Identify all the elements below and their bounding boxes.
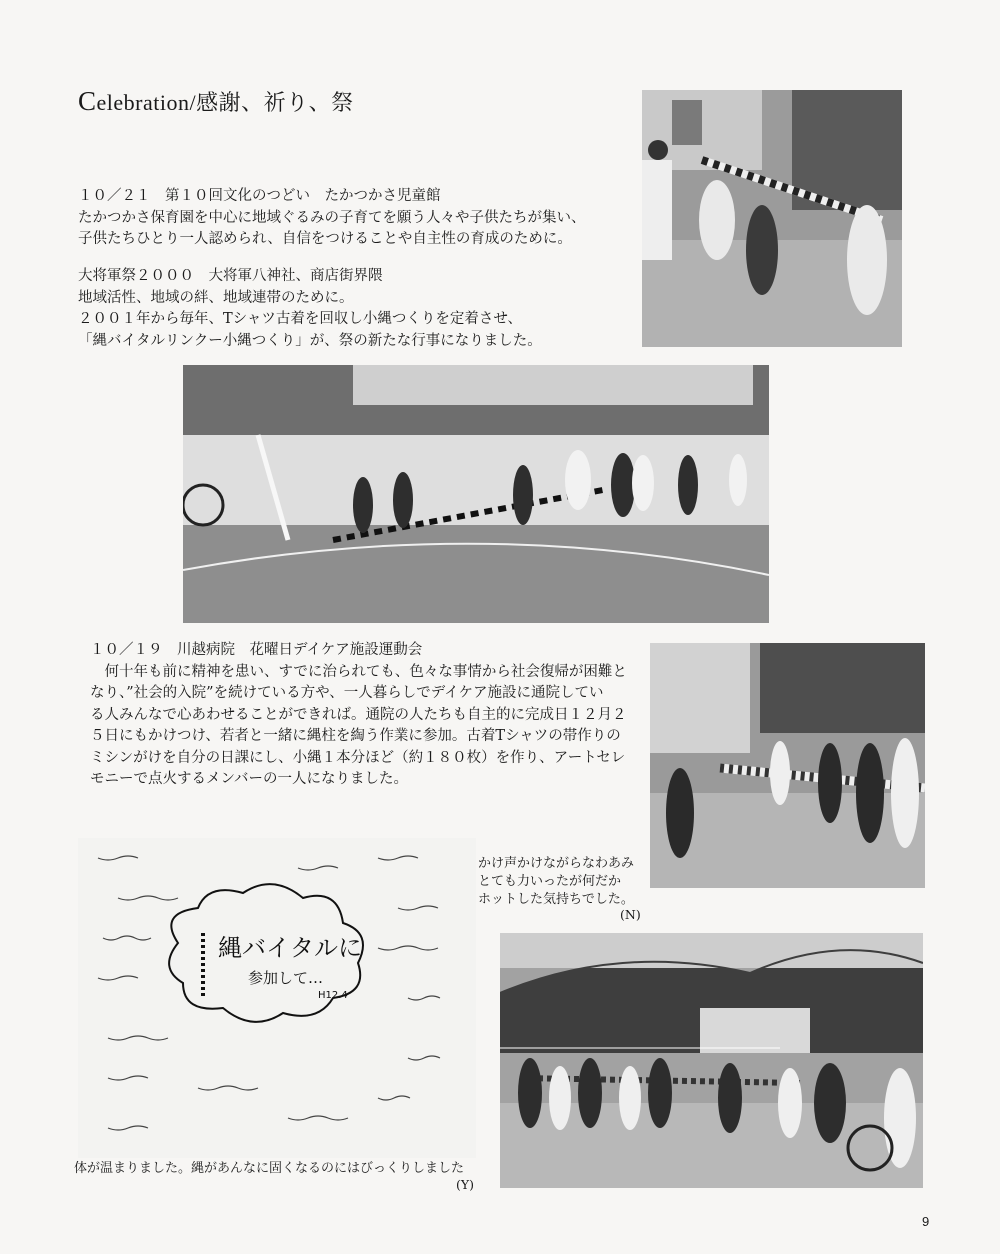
body-line: 子供たちひとり一人認められ、自信をつけることや自主性の育成のために。	[78, 231, 572, 247]
page-number: 9	[922, 1214, 930, 1229]
body-line: 地域活性、地域の絆、地域連帯のために。	[78, 289, 354, 306]
section-title: １０／２１ 第１０回文化のつどい たかつかさ児童館	[78, 188, 441, 204]
caption-line: かけ声かけながらなわあみ	[478, 856, 635, 871]
photo-handwritten-card	[78, 838, 476, 1158]
caption-n	[478, 855, 634, 909]
photo-street-rope	[650, 643, 925, 888]
caption-y-signature: (Y)	[456, 1177, 475, 1192]
photo-courtyard-rope	[500, 933, 923, 1188]
body-line: ５日にもかけつけ、若者と一緒に縄柱を綯う作業に参加。古着Tシャツの帯作りの	[90, 728, 621, 744]
caption-n-signature: (N)	[620, 907, 641, 922]
heading-initial: C	[78, 86, 97, 116]
body-line: 何十年も前に精神を患い、すでに治られても、色々な事情から社会復帰が困難と	[90, 663, 627, 680]
body-line: る人みんなで心あわせることができれば。通院の人たちも自主的に完成日１２月２	[90, 706, 627, 723]
heading-rest: elebration/感謝、祈り、祭	[96, 90, 354, 115]
caption-line: ホットした気持ちでした。	[478, 892, 634, 907]
section-kawagoe	[90, 640, 627, 791]
section-bunka	[78, 186, 586, 251]
body-line: ２００１年から毎年、Tシャツ古着を回収し小縄つくりを定着させ、	[78, 311, 522, 327]
photo-children-parade	[183, 365, 769, 623]
card-date: H12.4	[318, 990, 348, 1001]
body-line: なり、”社会的入院”を続けている方や、一人暮らしでデイケア施設に通院してい	[90, 685, 604, 701]
section-title: １０／１９ 川越病院 花曜日デイケア施設運動会	[90, 642, 423, 658]
photo-rope-holders	[642, 90, 902, 347]
caption-line: 体が温まりました。縄があんなに固くなるのにはびっくりしました	[74, 1161, 465, 1176]
body-line: 「縄バイタルリンクー小縄つくり」が、祭の新たな行事になりました。	[78, 332, 542, 349]
page-heading	[78, 86, 354, 117]
body-line: ミシンがけを自分の日課にし、小縄１本分ほど（約１８０枚）を作り、アートセレ	[90, 749, 626, 766]
card-subtitle: 参加して…	[248, 969, 324, 987]
caption-line: とても力いったが何だか	[478, 874, 622, 889]
section-title: 大将軍祭２０００ 大将軍八神社、商店街界隈	[78, 268, 383, 284]
body-line: モニーで点火するメンバーの一人になりました。	[90, 771, 408, 787]
card-title: 縄バイタルに	[218, 934, 362, 962]
body-line: たかつかさ保育園を中心に地域ぐるみの子育てを願う人々や子供たちが集い、	[78, 209, 586, 226]
caption-y	[74, 1160, 464, 1178]
section-daishogun	[78, 266, 542, 352]
